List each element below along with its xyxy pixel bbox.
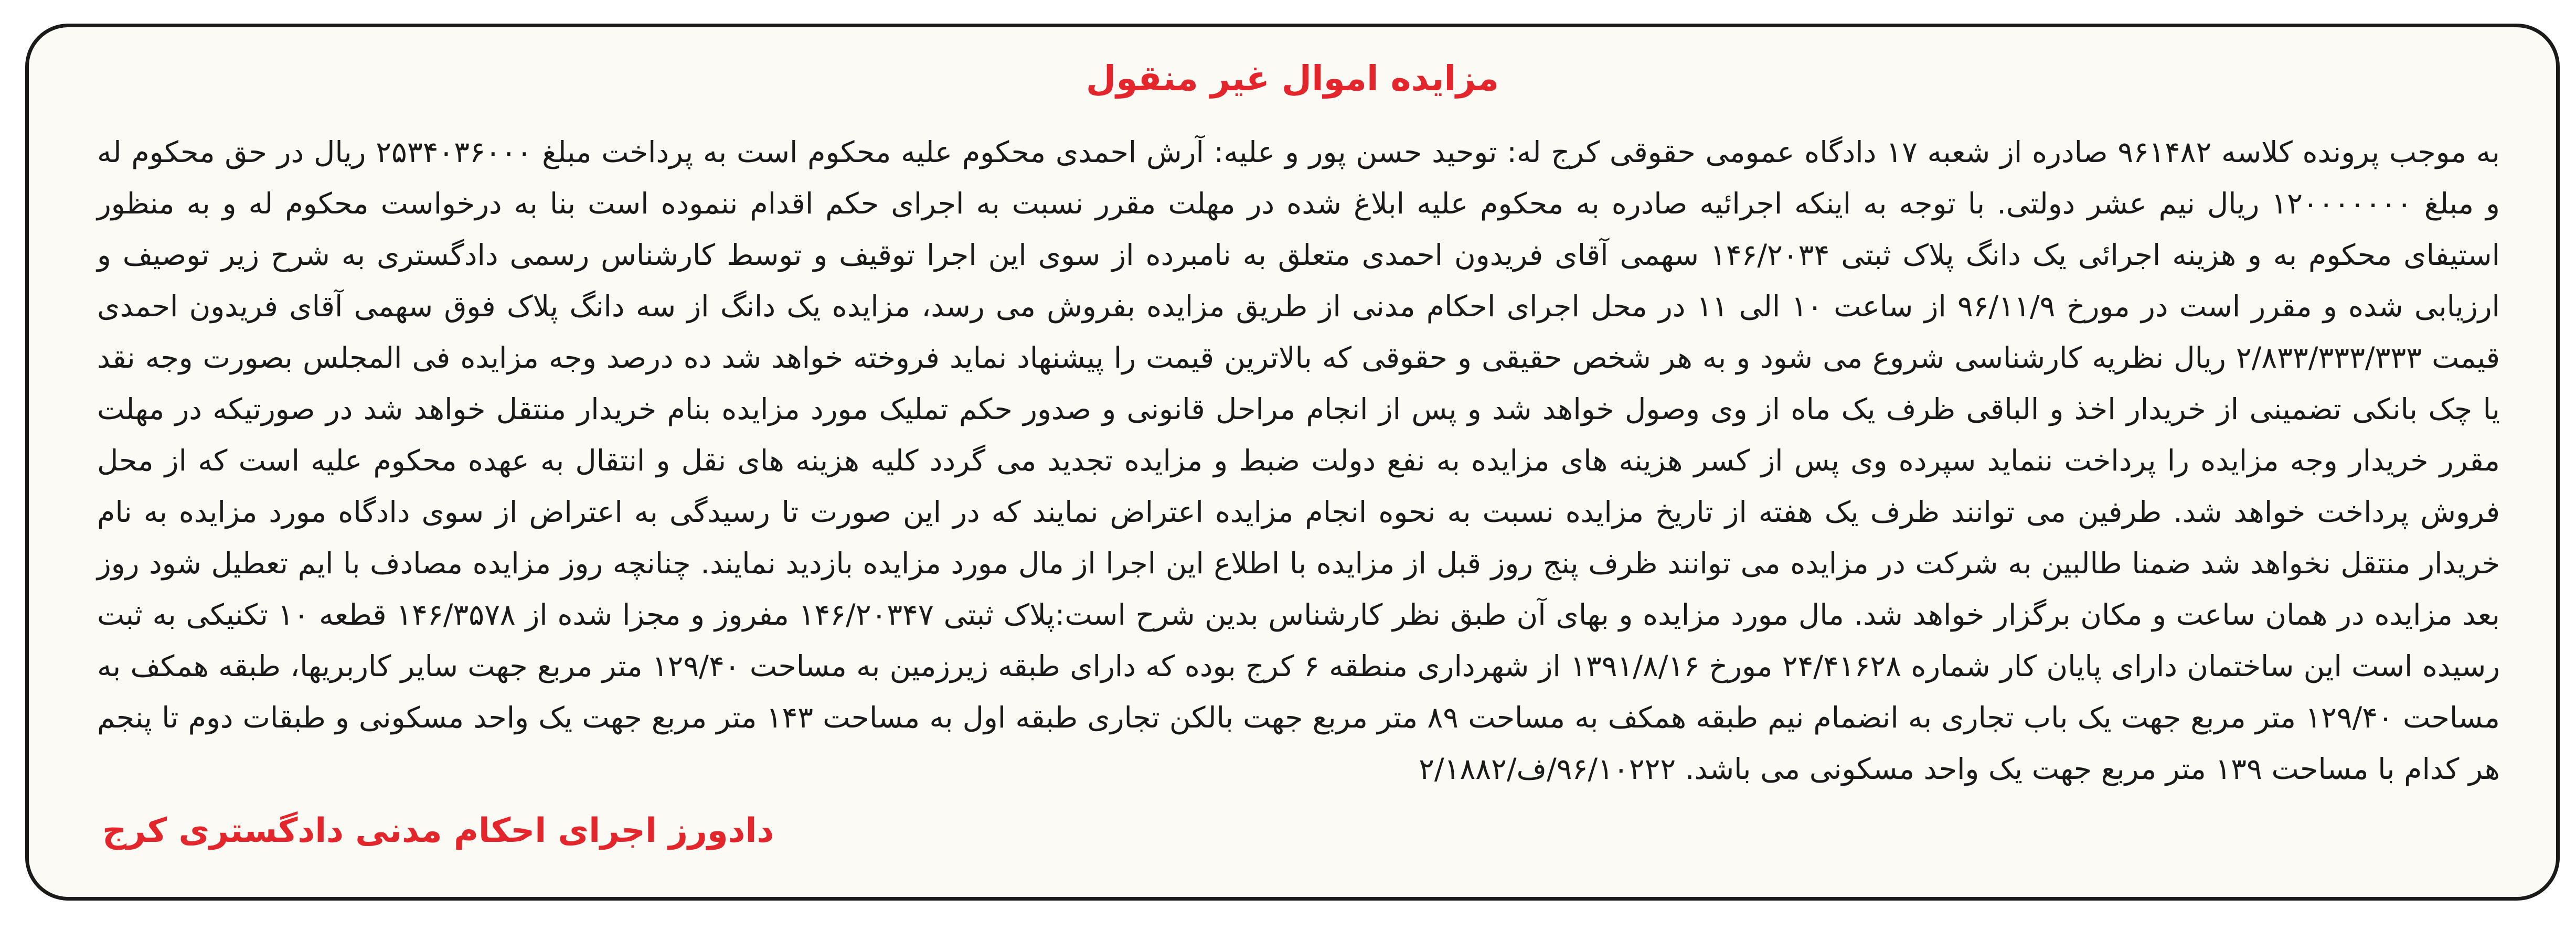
notice-signature: دادورز اجرای احکام مدنی دادگستری کرج	[102, 811, 774, 850]
notice-body: به موجب پرونده کلاسه ۹۶۱۴۸۲ صادره از شعبه ۱۷ دادگاه عمومی حقوقی کرج له: توحید حسن پور و علیه: آرش احمدی محکوم علیه محکوم است به پرداخت مبلغ ۲۵۳۴۰۳۶۰۰۰ ریال در حق محکوم له و مبلغ ۱۲۰۰۰۰۰۰۰ ریال نیم عشر دولتی. با توجه به اینکه اجرائیه صادره به محکوم علیه ابلاغ شده در مهلت مقرر نسبت به اجرای حکم اقدام ننموده است بنا به درخواست محکوم له و به منظور استیفای محکوم به و هزینه اجرائی یک دانگ پلاک ثبتی ۱۴۶/۲۰۳۴ سهمی آقای فریدون احمدی متعلق به نامبرده از سوی این اجرا توقیف و توسط کارشناس رسمی دادگستری به شرح زیر توصیف و ارزیابی شده و مقرر است در مورخ ۹۶/۱۱/۹ از ساعت ۱۰ الی ۱۱ در محل اجرای احکام مدنی از طریق مزایده بفروش می رسد، مزایده یک دانگ از سه دانگ پلاک فوق سهمی آقای فریدون احمدی قیمت ۲/۸۳۳/۳۳۳/۳۳۳ ریال نظریه کارشناسی شروع می شود و به هر شخص حقیقی و حقوقی که بالاترین قیمت را پیشنهاد نماید فروخته خواهد شد ده درصد وجه مزایده فی المجلس بصورت وجه نقد یا چک بانکی تضمینی از خریدار اخذ و الباقی ظرف یک ماه از وی وصول خواهد شد و پس از انجام مراحل قانونی و صدور حکم تملیک مورد مزایده بنام خریدار منتقل خواهد شد در صورتیکه در مهلت مقرر خریدار وجه مزایده را پرداخت ننماید سپرده وی پس از کسر هزینه های مزایده به نفع دولت ضبط و مزایده تجدید می گردد کلیه هزینه های نقل و انتقال به عهده محکوم علیه است که از محل فروش پرداخت خواهد شد. طرفین می توانند ظرف یک هفته از تاریخ مزایده نسبت به نحوه انجام مزایده اعتراض نمایند که در این صورت تا رسیدگی به اعتراض از سوی دادگاه مورد مزایده به نام خریدار منتقل نخواهد شد ضمنا طالبین به شرکت در مزایده می توانند ظرف پنج روز قبل از مزایده با اطلاع این اجرا از مال مورد مزایده بازدید نمایند. چنانچه روز مزایده مصادف با ایم تعطیل شود روز بعد مزایده در همان ساعت و مکان برگزار خواهد شد. مال مورد مزایده و بهای آن طبق نظر کارشناس بدین شرح است:پلاک ثبتی ۱۴۶/۲۰۳۴۷ مفروز و مجزا شده از ۱۴۶/۳۵۷۸ قطعه ۱۰ تکنیکی به ثبت رسیده است این ساختمان دارای پایان کار شماره ۲۴/۴۱۶۲۸ مورخ ۱۳۹۱/۸/۱۶ از شهرداری منطقه ۶ کرج بوده که دارای طبقه زیرزمین به مساحت ۱۲۹/۴۰ متر مربع جهت سایر کاربریها، طبقه همکف به مساحت ۱۲۹/۴۰ متر مربع جهت یک باب تجاری به انضمام نیم طبقه همکف به مساحت ۸۹ متر مربع جهت بالکن تجاری طبقه اول به مساحت ۱۴۳ متر مربع جهت یک واحد مسکونی و طبقات دوم تا پنجم هر کدام با مساحت ۱۳۹ متر مربع جهت یک واحد مسکونی می باشد. ۹۶/۱۰۲۲۲/ف/۲/۱۸۸۲	[97, 135, 2500, 786]
notice-title: مزایده اموال غیر منقول	[1085, 58, 1499, 99]
notice-frame	[25, 24, 2560, 901]
